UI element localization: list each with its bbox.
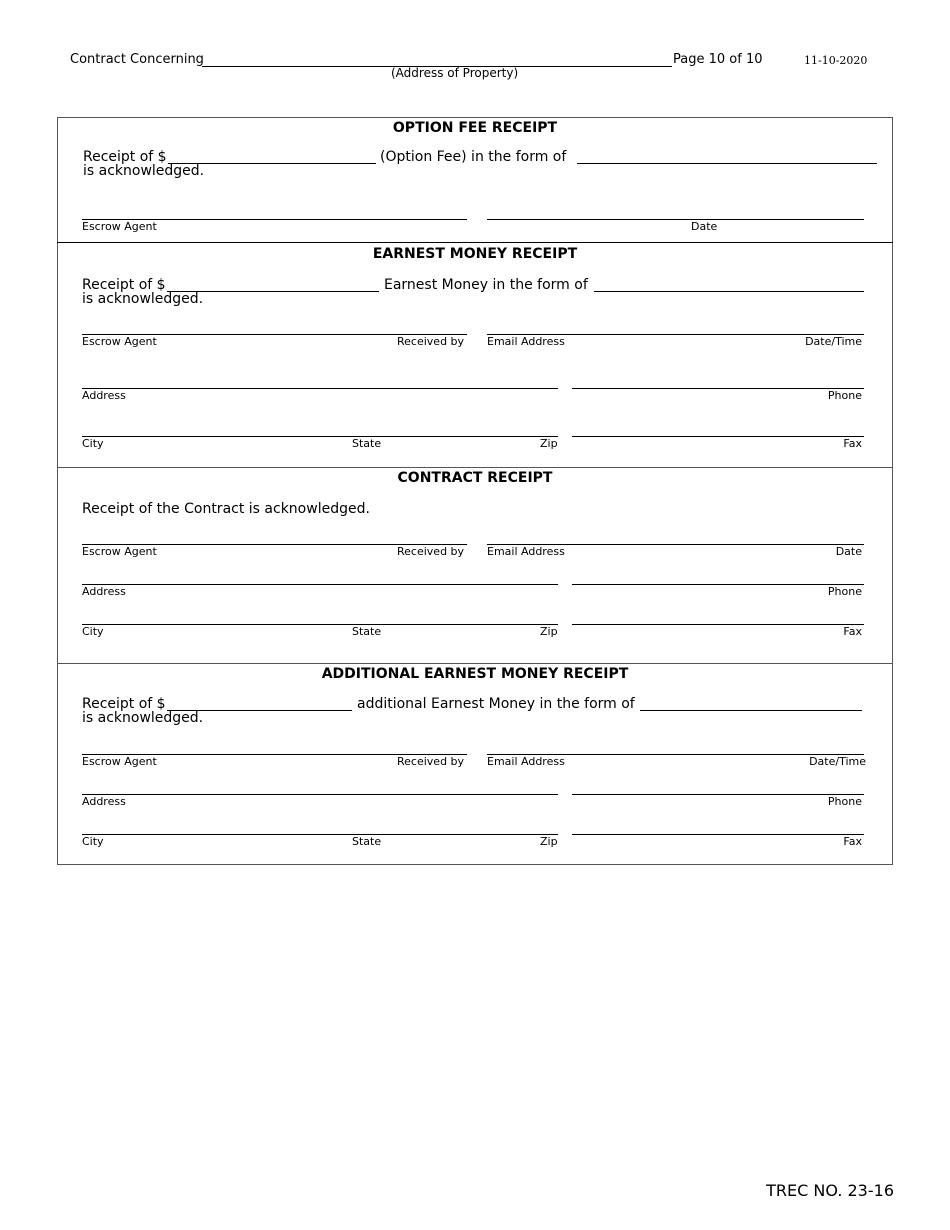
earnest-email-label: Email Address (487, 335, 565, 348)
additional-escrow-agent-label: Escrow Agent (82, 755, 157, 768)
contract-city-label: City (82, 625, 104, 638)
option-fee-date-line[interactable] (487, 219, 864, 220)
earnest-acknowledged: is acknowledged. (82, 291, 204, 307)
page-number: Page 10 of 10 (673, 52, 763, 67)
earnest-state-label: State (352, 437, 382, 450)
additional-earnest-title: ADDITIONAL EARNEST MONEY RECEIPT (321, 666, 629, 682)
contract-address-label: Address (82, 585, 126, 598)
additional-email-label: Email Address (487, 755, 565, 768)
option-fee-title: OPTION FEE RECEIPT (392, 120, 558, 136)
earnest-receipt-middle: Earnest Money in the form of (384, 277, 588, 293)
option-fee-escrow-agent-label: Escrow Agent (82, 220, 157, 233)
earnest-address-label: Address (82, 389, 126, 402)
earnest-received-by-label: Received by (397, 335, 465, 348)
receipts-box (57, 117, 893, 865)
section-divider (57, 242, 893, 243)
contract-city-line[interactable] (82, 624, 558, 625)
contract-escrow-agent-label: Escrow Agent (82, 545, 157, 558)
earnest-receipt-prefix: Receipt of $ (82, 277, 166, 293)
additional-datetime-label: Date/Time (809, 755, 866, 768)
contract-received-by-label: Received by (397, 545, 465, 558)
additional-acknowledged: is acknowledged. (82, 710, 204, 726)
contract-fax-label: Fax (843, 625, 862, 638)
earnest-address-line[interactable] (82, 388, 558, 389)
earnest-zip-label: Zip (540, 437, 558, 450)
earnest-escrow-agent-label: Escrow Agent (82, 335, 157, 348)
form-number: TREC NO. 23-16 (766, 1181, 894, 1200)
earnest-money-title: EARNEST MONEY RECEIPT (372, 246, 578, 262)
additional-fax-label: Fax (843, 835, 862, 848)
earnest-datetime-label: Date/Time (805, 335, 862, 348)
form-date: 11-10-2020 (804, 54, 868, 67)
earnest-phone-label: Phone (827, 389, 862, 402)
section-divider (57, 467, 893, 468)
additional-received-by-label: Received by (397, 755, 465, 768)
option-fee-date-label: Date (691, 220, 718, 233)
additional-form-line[interactable] (640, 710, 862, 711)
section-divider (57, 663, 893, 664)
additional-receipt-middle: additional Earnest Money in the form of (357, 696, 635, 712)
contract-receipt-title: CONTRACT RECEIPT (397, 470, 553, 486)
earnest-city-line[interactable] (82, 436, 558, 437)
additional-state-label: State (352, 835, 382, 848)
contract-address-line[interactable] (82, 584, 558, 585)
earnest-city-label: City (82, 437, 104, 450)
contract-phone-label: Phone (827, 585, 862, 598)
option-fee-acknowledged: is acknowledged. (83, 163, 205, 179)
contract-receipt-text: Receipt of the Contract is acknowledged. (82, 501, 370, 517)
contract-zip-label: Zip (540, 625, 558, 638)
contract-date-label: Date (835, 545, 862, 558)
additional-city-line[interactable] (82, 834, 558, 835)
contract-email-label: Email Address (487, 545, 565, 558)
contract-concerning-label: Contract Concerning (70, 52, 204, 67)
option-fee-receipt-middle: (Option Fee) in the form of (380, 149, 567, 165)
additional-address-line[interactable] (82, 794, 558, 795)
address-caption: (Address of Property) (391, 66, 519, 80)
option-fee-receipt-prefix: Receipt of $ (83, 149, 167, 165)
earnest-form-line[interactable] (594, 291, 864, 292)
contract-state-label: State (352, 625, 382, 638)
additional-address-label: Address (82, 795, 126, 808)
additional-phone-label: Phone (827, 795, 862, 808)
additional-city-label: City (82, 835, 104, 848)
earnest-fax-label: Fax (843, 437, 862, 450)
additional-zip-label: Zip (540, 835, 558, 848)
option-fee-form-line[interactable] (577, 163, 877, 164)
additional-receipt-prefix: Receipt of $ (82, 696, 166, 712)
